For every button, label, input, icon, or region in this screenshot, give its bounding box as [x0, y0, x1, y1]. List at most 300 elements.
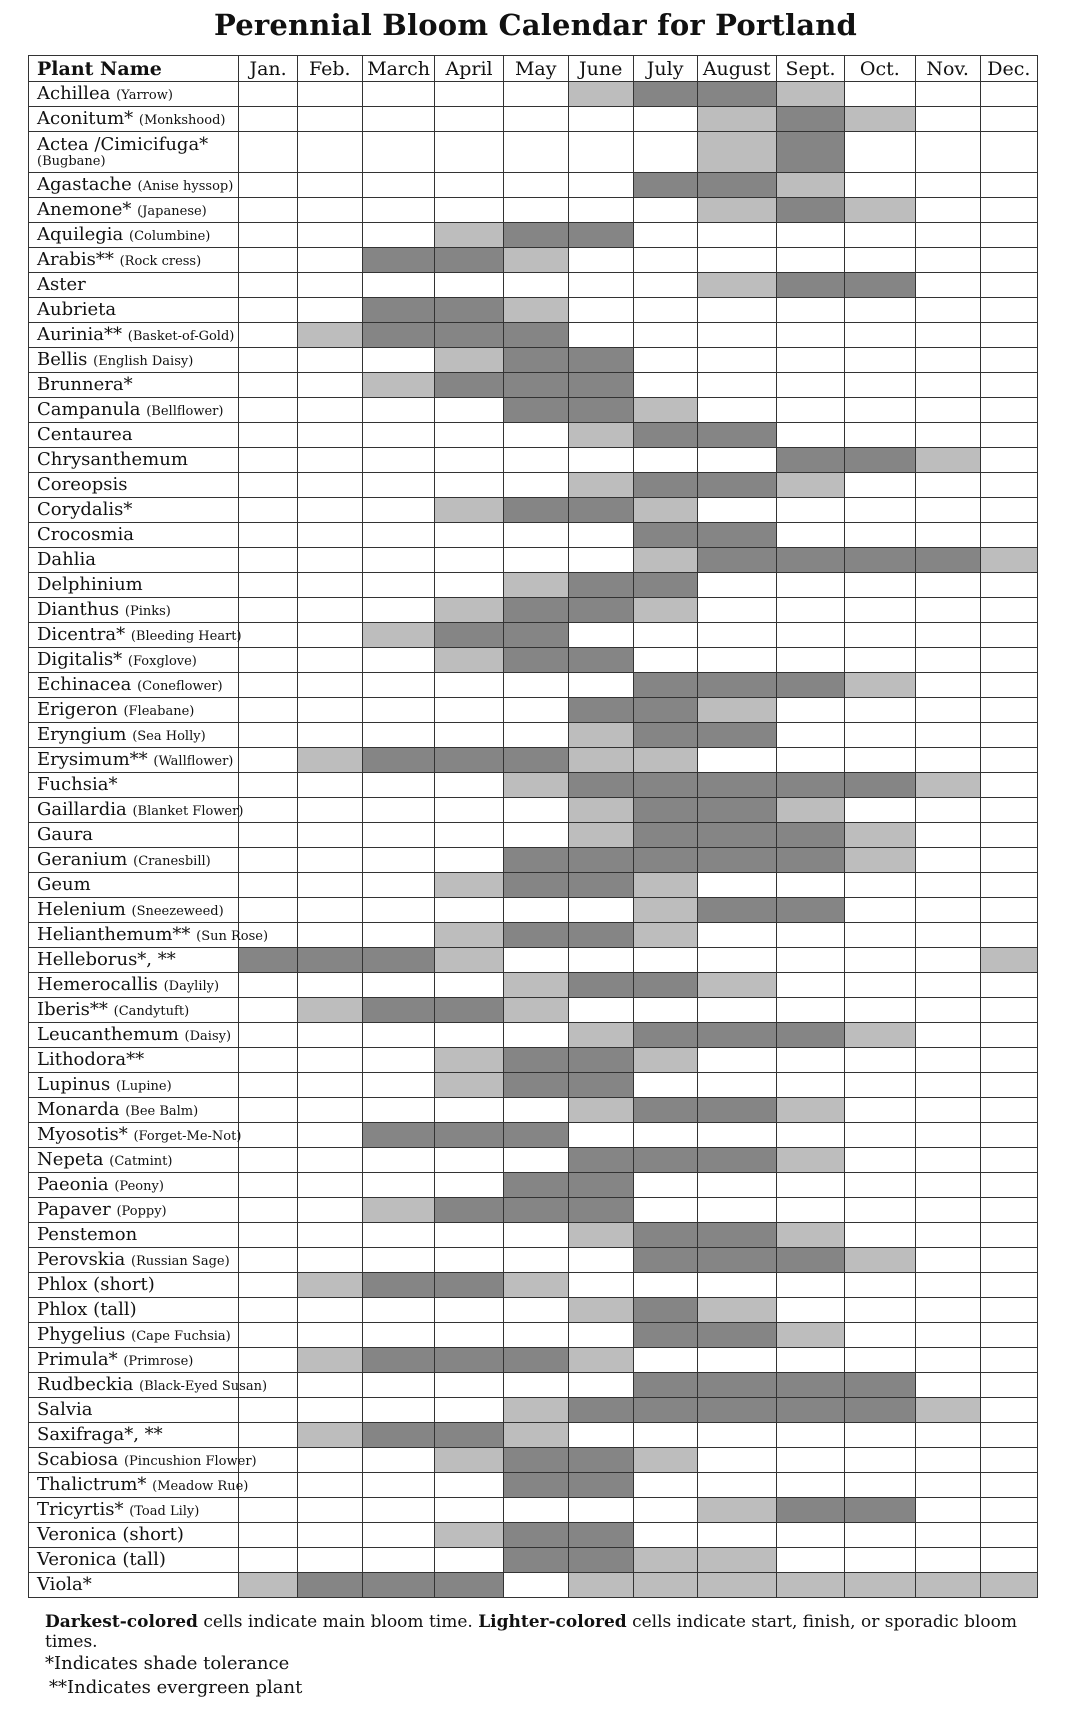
- bloom-cell-sporadic: [297, 1423, 362, 1448]
- bloom-cell-empty: [297, 1523, 362, 1548]
- legend-light-label: Lighter-colored: [478, 1612, 627, 1632]
- bloom-cell-empty: [239, 748, 297, 773]
- table-row: [29, 1298, 1038, 1323]
- plant-common-name: (Blanket Flower): [132, 804, 244, 819]
- bloom-cell-main: [568, 1173, 633, 1198]
- bloom-cell-sporadic: [776, 82, 844, 107]
- table-row: [29, 748, 1038, 773]
- bloom-cell-empty: [568, 1123, 633, 1148]
- bloom-cell-main: [697, 898, 776, 923]
- plant-name: Geum: [37, 874, 91, 895]
- page-title: Perennial Bloom Calendar for Portland: [214, 8, 857, 42]
- bloom-cell-empty: [697, 398, 776, 423]
- bloom-cell-empty: [980, 1173, 1037, 1198]
- bloom-cell-empty: [362, 648, 435, 673]
- bloom-cell-empty: [845, 1548, 915, 1573]
- plant-name: Scabiosa: [37, 1449, 119, 1470]
- bloom-cell-main: [845, 1398, 915, 1423]
- bloom-cell-main: [503, 323, 568, 348]
- bloom-cell-empty: [915, 323, 980, 348]
- bloom-cell-sporadic: [915, 1398, 980, 1423]
- bloom-cell-empty: [633, 373, 697, 398]
- plant-name-cell: [29, 973, 239, 998]
- table-row: [29, 1398, 1038, 1423]
- bloom-cell-main: [503, 1198, 568, 1223]
- bloom-cell-empty: [297, 498, 362, 523]
- plant-name: Phlox (tall): [37, 1299, 137, 1320]
- bloom-cell-main: [503, 1348, 568, 1373]
- bloom-cell-empty: [503, 198, 568, 223]
- bloom-cell-sporadic: [435, 873, 503, 898]
- table-row: [29, 823, 1038, 848]
- plant-name: Thalictrum*: [37, 1474, 147, 1495]
- bloom-cell-empty: [503, 798, 568, 823]
- bloom-cell-empty: [239, 373, 297, 398]
- bloom-cell-main: [503, 223, 568, 248]
- bloom-cell-empty: [568, 948, 633, 973]
- plant-name-cell: [29, 948, 239, 973]
- bloom-cell-sporadic: [697, 1573, 776, 1598]
- bloom-cell-empty: [297, 1148, 362, 1173]
- plant-name-cell: [29, 748, 239, 773]
- bloom-cell-sporadic: [845, 107, 915, 132]
- plant-name: Perovskia: [37, 1249, 126, 1270]
- bloom-cell-main: [362, 1348, 435, 1373]
- bloom-cell-main: [776, 198, 844, 223]
- plant-name: Gaura: [37, 824, 94, 845]
- bloom-cell-empty: [297, 132, 362, 173]
- bloom-cell-main: [435, 1423, 503, 1448]
- plant-name-cell: [29, 1473, 249, 1498]
- bloom-cell-empty: [503, 673, 568, 698]
- bloom-cell-sporadic: [297, 998, 362, 1023]
- bloom-cell-empty: [845, 1223, 915, 1248]
- bloom-cell-sporadic: [776, 1323, 844, 1348]
- bloom-cell-main: [776, 107, 844, 132]
- plant-common-name: (Russian Sage): [130, 1254, 230, 1269]
- bloom-cell-main: [776, 132, 844, 173]
- bloom-cell-sporadic: [503, 573, 568, 598]
- bloom-cell-main: [697, 1323, 776, 1348]
- table-row: [29, 898, 1038, 923]
- bloom-cell-empty: [239, 398, 297, 423]
- bloom-cell-sporadic: [776, 1573, 844, 1598]
- bloom-cell-empty: [568, 173, 633, 198]
- bloom-cell-empty: [568, 1373, 633, 1398]
- plant-name-cell: [29, 623, 242, 648]
- bloom-cell-main: [633, 1323, 697, 1348]
- bloom-cell-empty: [503, 448, 568, 473]
- plant-common-name: (Peony): [114, 1179, 164, 1194]
- bloom-cell-empty: [845, 82, 915, 107]
- plant-name: Primula*: [37, 1349, 118, 1370]
- bloom-cell-sporadic: [435, 498, 503, 523]
- plant-name-cell: [29, 848, 239, 873]
- bloom-cell-empty: [845, 648, 915, 673]
- plant-name: Corydalis*: [37, 499, 133, 520]
- bloom-cell-empty: [697, 1273, 776, 1298]
- bloom-cell-empty: [845, 923, 915, 948]
- table-row: [29, 1248, 1038, 1273]
- bloom-cell-empty: [362, 548, 435, 573]
- month-header: May: [503, 56, 568, 82]
- bloom-cell-empty: [776, 1473, 844, 1498]
- bloom-cell-empty: [503, 898, 568, 923]
- bloom-cell-empty: [503, 1023, 568, 1048]
- bloom-cell-empty: [297, 798, 362, 823]
- table-row: [29, 1473, 1038, 1498]
- bloom-cell-empty: [980, 298, 1037, 323]
- plant-common-name: (Japanese): [137, 204, 207, 219]
- bloom-cell-empty: [697, 623, 776, 648]
- bloom-cell-empty: [239, 623, 297, 648]
- bloom-cell-empty: [239, 1223, 297, 1248]
- table-row: [29, 1373, 1038, 1398]
- table-row: [29, 1148, 1038, 1173]
- bloom-cell-empty: [297, 1323, 362, 1348]
- plant-common-name: (Bee Balm): [125, 1104, 199, 1119]
- bloom-cell-empty: [915, 573, 980, 598]
- month-header: Jan.: [239, 56, 297, 82]
- bloom-cell-empty: [980, 1098, 1037, 1123]
- table-row: [29, 973, 1038, 998]
- bloom-cell-sporadic: [633, 898, 697, 923]
- bloom-cell-empty: [980, 923, 1037, 948]
- bloom-cell-empty: [239, 1073, 297, 1098]
- bloom-cell-main: [568, 1473, 633, 1498]
- bloom-cell-empty: [915, 998, 980, 1023]
- bloom-cell-empty: [915, 923, 980, 948]
- bloom-cell-empty: [915, 82, 980, 107]
- bloom-cell-empty: [697, 298, 776, 323]
- bloom-cell-empty: [239, 273, 297, 298]
- bloom-cell-empty: [915, 748, 980, 773]
- bloom-cell-empty: [980, 823, 1037, 848]
- bloom-cell-empty: [633, 107, 697, 132]
- bloom-cell-empty: [362, 1298, 435, 1323]
- bloom-cell-sporadic: [697, 132, 776, 173]
- bloom-cell-empty: [980, 1148, 1037, 1173]
- bloom-cell-empty: [776, 723, 844, 748]
- plant-name: Aurinia**: [37, 324, 123, 345]
- bloom-cell-empty: [297, 823, 362, 848]
- bloom-cell-empty: [362, 723, 435, 748]
- bloom-cell-empty: [568, 998, 633, 1023]
- table-row: [29, 248, 1038, 273]
- bloom-cell-empty: [362, 198, 435, 223]
- bloom-cell-empty: [980, 773, 1037, 798]
- bloom-cell-empty: [845, 1098, 915, 1123]
- bloom-cell-main: [776, 548, 844, 573]
- table-row: [29, 1348, 1038, 1373]
- bloom-cell-main: [697, 1223, 776, 1248]
- bloom-cell-empty: [980, 248, 1037, 273]
- bloom-cell-empty: [845, 573, 915, 598]
- plant-common-name: (Pincushion Flower): [123, 1454, 257, 1469]
- bloom-cell-empty: [845, 748, 915, 773]
- bloom-cell-empty: [297, 398, 362, 423]
- bloom-cell-empty: [845, 1523, 915, 1548]
- bloom-cell-main: [568, 398, 633, 423]
- bloom-cell-sporadic: [776, 473, 844, 498]
- bloom-cell-empty: [435, 548, 503, 573]
- bloom-cell-empty: [435, 1148, 503, 1173]
- table-row: [29, 623, 1038, 648]
- bloom-cell-empty: [435, 673, 503, 698]
- bloom-cell-empty: [297, 1048, 362, 1073]
- bloom-cell-empty: [845, 1123, 915, 1148]
- plant-common-name: (Coneflower): [137, 679, 223, 694]
- bloom-cell-empty: [845, 323, 915, 348]
- bloom-cell-empty: [435, 973, 503, 998]
- plant-name: Helenium: [37, 899, 126, 920]
- plant-name: Leucanthemum: [37, 1024, 179, 1045]
- table-row: [29, 132, 1038, 173]
- bloom-cell-empty: [239, 648, 297, 673]
- bloom-cell-main: [633, 673, 697, 698]
- plant-name-cell: [29, 898, 239, 923]
- bloom-cell-empty: [776, 373, 844, 398]
- plant-name-cell: [29, 132, 239, 173]
- plant-name: Anemone*: [37, 199, 132, 220]
- bloom-cell-main: [633, 798, 697, 823]
- bloom-cell-empty: [239, 423, 297, 448]
- bloom-cell-main: [633, 1098, 697, 1123]
- bloom-cell-sporadic: [435, 223, 503, 248]
- bloom-cell-sporadic: [568, 723, 633, 748]
- table-row: [29, 298, 1038, 323]
- plant-common-name: (Toad Lily): [129, 1504, 200, 1519]
- bloom-cell-empty: [980, 1423, 1037, 1448]
- bloom-cell-empty: [239, 1548, 297, 1573]
- table-row: [29, 1323, 1038, 1348]
- plant-common-name: (Sun Rose): [196, 929, 269, 944]
- bloom-cell-empty: [915, 198, 980, 223]
- table-row: [29, 1073, 1038, 1098]
- bloom-cell-main: [568, 873, 633, 898]
- bloom-cell-empty: [568, 298, 633, 323]
- bloom-cell-empty: [915, 1498, 980, 1523]
- bloom-cell-empty: [915, 823, 980, 848]
- bloom-cell-empty: [297, 873, 362, 898]
- bloom-cell-empty: [362, 132, 435, 173]
- bloom-cell-sporadic: [845, 848, 915, 873]
- bloom-cell-empty: [568, 548, 633, 573]
- bloom-cell-empty: [239, 82, 297, 107]
- bloom-cell-empty: [915, 1298, 980, 1323]
- bloom-cell-sporadic: [503, 248, 568, 273]
- table-row: [29, 1123, 1038, 1148]
- plant-name-cell: [29, 448, 239, 473]
- bloom-cell-main: [697, 1148, 776, 1173]
- bloom-cell-empty: [239, 898, 297, 923]
- table-row: [29, 873, 1038, 898]
- plant-name: Tricyrtis*: [37, 1499, 124, 1520]
- table-row: [29, 107, 1038, 132]
- bloom-cell-empty: [915, 523, 980, 548]
- plant-name-cell: [29, 273, 239, 298]
- bloom-cell-empty: [435, 423, 503, 448]
- plant-name: Chrysanthemum: [37, 449, 188, 470]
- table-row: [29, 523, 1038, 548]
- plant-name-cell: [29, 223, 239, 248]
- bloom-cell-empty: [362, 1048, 435, 1073]
- bloom-cell-sporadic: [503, 773, 568, 798]
- table-row: [29, 1548, 1038, 1573]
- bloom-cell-empty: [980, 1323, 1037, 1348]
- bloom-cell-main: [633, 573, 697, 598]
- plant-common-name: (Cape Fuchsia): [131, 1329, 231, 1344]
- bloom-cell-empty: [435, 82, 503, 107]
- plant-name: Campanula: [37, 399, 141, 420]
- bloom-cell-empty: [435, 1173, 503, 1198]
- plant-name: Lithodora**: [37, 1049, 145, 1070]
- bloom-cell-empty: [915, 223, 980, 248]
- bloom-cell-empty: [915, 1323, 980, 1348]
- bloom-cell-empty: [776, 948, 844, 973]
- plant-common-name: (Rock cress): [119, 254, 202, 269]
- bloom-cell-sporadic: [980, 1573, 1037, 1598]
- bloom-cell-empty: [362, 107, 435, 132]
- plant-name: Hemerocallis: [37, 974, 158, 995]
- bloom-cell-empty: [503, 107, 568, 132]
- bloom-cell-empty: [435, 773, 503, 798]
- plant-name-cell: [29, 323, 239, 348]
- bloom-cell-main: [503, 373, 568, 398]
- bloom-cell-empty: [435, 198, 503, 223]
- plant-name: Bellis: [37, 349, 88, 370]
- bloom-cell-main: [503, 348, 568, 373]
- bloom-cell-empty: [239, 298, 297, 323]
- bloom-cell-empty: [915, 1023, 980, 1048]
- bloom-cell-empty: [239, 1098, 297, 1123]
- bloom-cell-main: [568, 773, 633, 798]
- bloom-cell-main: [503, 1473, 568, 1498]
- month-header: August: [697, 56, 776, 82]
- bloom-cell-empty: [915, 798, 980, 823]
- bloom-cell-empty: [362, 823, 435, 848]
- bloom-cell-empty: [845, 1448, 915, 1473]
- table-row: [29, 573, 1038, 598]
- bloom-cell-empty: [633, 132, 697, 173]
- plant-common-name: (Candytuft): [113, 1004, 190, 1019]
- bloom-cell-empty: [776, 1273, 844, 1298]
- bloom-cell-empty: [435, 1223, 503, 1248]
- plant-name-cell: [29, 523, 239, 548]
- bloom-cell-main: [776, 1248, 844, 1273]
- bloom-cell-empty: [239, 1273, 297, 1298]
- month-header: Oct.: [845, 56, 915, 82]
- bloom-cell-sporadic: [633, 498, 697, 523]
- bloom-cell-empty: [980, 473, 1037, 498]
- plant-name-cell: [29, 298, 239, 323]
- bloom-cell-main: [297, 948, 362, 973]
- bloom-cell-empty: [915, 373, 980, 398]
- bloom-cell-sporadic: [915, 773, 980, 798]
- month-header: April: [435, 56, 503, 82]
- bloom-cell-main: [435, 373, 503, 398]
- bloom-cell-empty: [845, 1423, 915, 1448]
- bloom-cell-empty: [362, 423, 435, 448]
- bloom-cell-main: [568, 648, 633, 673]
- bloom-cell-empty: [980, 723, 1037, 748]
- bloom-cell-main: [697, 1373, 776, 1398]
- bloom-cell-empty: [633, 948, 697, 973]
- bloom-cell-sporadic: [568, 798, 633, 823]
- bloom-cell-empty: [845, 1348, 915, 1373]
- bloom-cell-main: [362, 248, 435, 273]
- plant-name: Myosotis*: [37, 1124, 128, 1145]
- bloom-cell-empty: [915, 698, 980, 723]
- plant-name-cell: [29, 1373, 268, 1398]
- bloom-cell-empty: [697, 1523, 776, 1548]
- bloom-cell-empty: [239, 523, 297, 548]
- plant-rows: [29, 82, 1038, 1598]
- bloom-cell-main: [845, 448, 915, 473]
- plant-name-cell: [29, 348, 239, 373]
- bloom-cell-main: [435, 1273, 503, 1298]
- plant-common-name: (Pinks): [124, 604, 171, 619]
- bloom-cell-empty: [568, 623, 633, 648]
- table-row: [29, 1098, 1038, 1123]
- bloom-cell-empty: [297, 848, 362, 873]
- bloom-cell-main: [297, 1573, 362, 1598]
- bloom-cell-sporadic: [633, 923, 697, 948]
- bloom-cell-empty: [503, 1323, 568, 1348]
- bloom-cell-main: [697, 423, 776, 448]
- plant-name-cell: [29, 773, 239, 798]
- bloom-cell-empty: [568, 673, 633, 698]
- table-row: [29, 723, 1038, 748]
- bloom-cell-empty: [633, 298, 697, 323]
- bloom-cell-empty: [915, 107, 980, 132]
- bloom-cell-sporadic: [845, 1023, 915, 1048]
- bloom-cell-empty: [980, 1023, 1037, 1048]
- bloom-cell-empty: [980, 1298, 1037, 1323]
- bloom-cell-empty: [362, 1398, 435, 1423]
- plant-name: Aquilegia: [37, 224, 124, 245]
- bloom-cell-empty: [362, 348, 435, 373]
- bloom-cell-empty: [980, 1448, 1037, 1473]
- plant-name-cell: [29, 1073, 239, 1098]
- bloom-cell-empty: [362, 798, 435, 823]
- bloom-cell-main: [568, 1398, 633, 1423]
- bloom-cell-empty: [297, 223, 362, 248]
- bloom-cell-empty: [697, 923, 776, 948]
- bloom-cell-empty: [633, 323, 697, 348]
- plant-name: Aubrieta: [37, 299, 117, 320]
- bloom-cell-sporadic: [845, 198, 915, 223]
- bloom-cell-empty: [697, 648, 776, 673]
- bloom-cell-empty: [980, 973, 1037, 998]
- bloom-cell-main: [503, 848, 568, 873]
- bloom-cell-empty: [776, 623, 844, 648]
- bloom-cell-empty: [239, 1148, 297, 1173]
- bloom-cell-empty: [435, 1373, 503, 1398]
- bloom-cell-main: [503, 1548, 568, 1573]
- bloom-cell-main: [776, 823, 844, 848]
- bloom-cell-empty: [980, 598, 1037, 623]
- bloom-cell-empty: [297, 648, 362, 673]
- bloom-cell-empty: [297, 548, 362, 573]
- bloom-cell-empty: [239, 1323, 297, 1348]
- bloom-cell-sporadic: [845, 1248, 915, 1273]
- plant-name-cell: [29, 673, 239, 698]
- plant-name: Salvia: [37, 1399, 93, 1420]
- bloom-cell-empty: [697, 1448, 776, 1473]
- bloom-cell-main: [568, 1198, 633, 1223]
- bloom-cell-empty: [297, 107, 362, 132]
